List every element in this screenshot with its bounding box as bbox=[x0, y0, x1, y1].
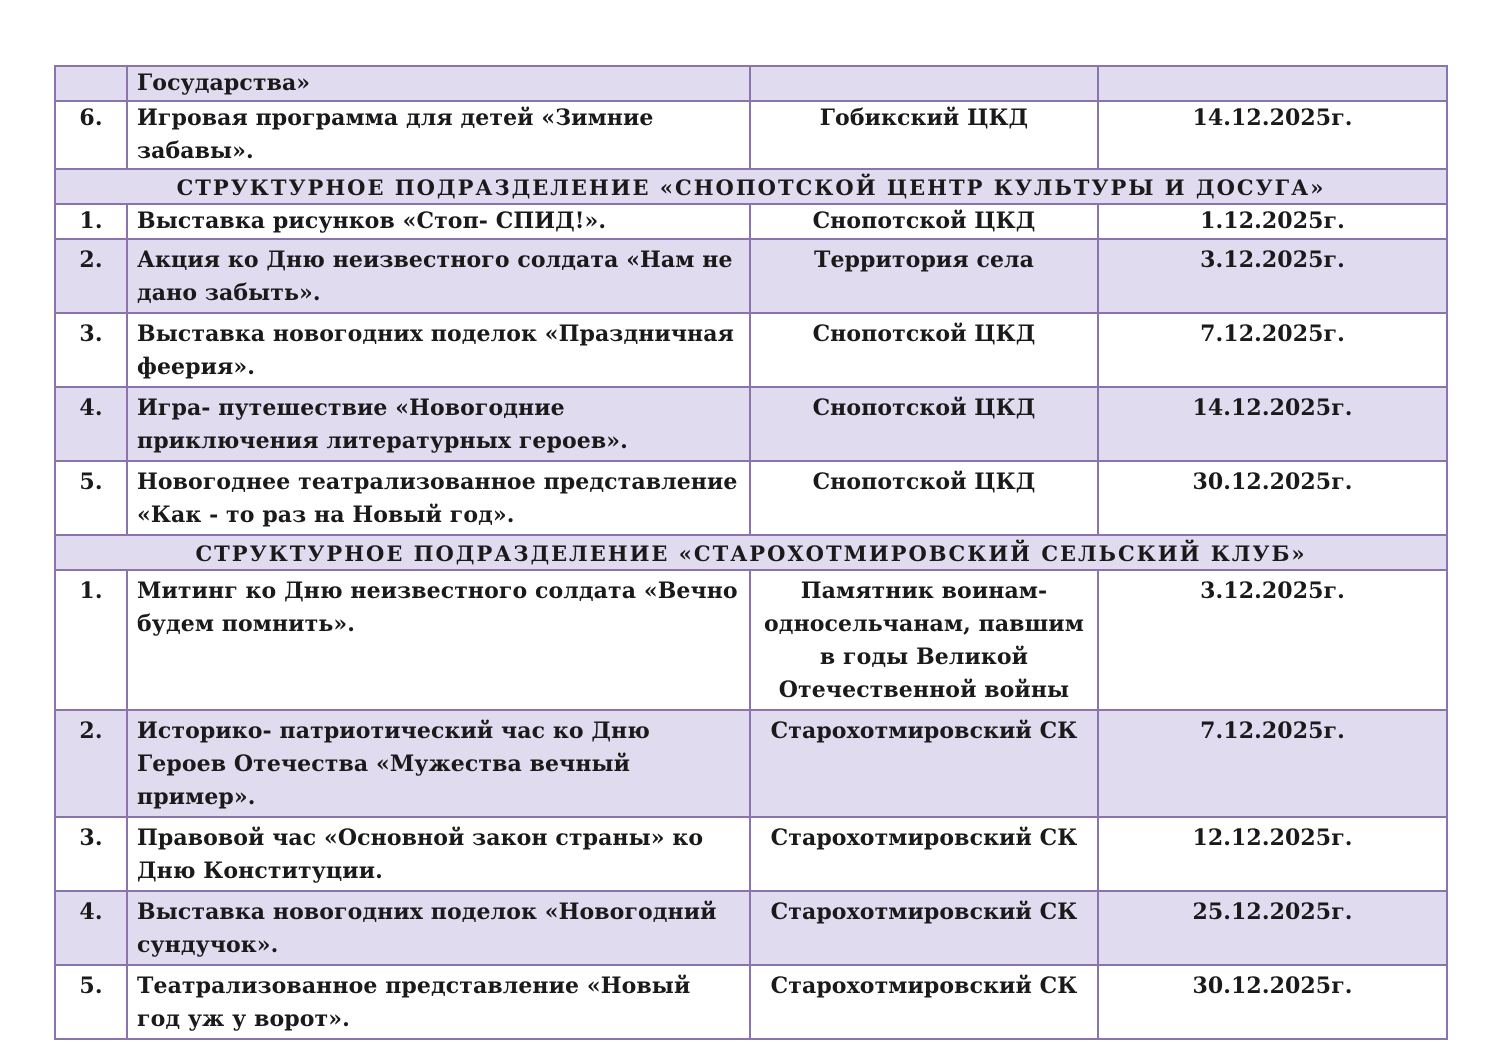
table-row bbox=[55, 891, 1447, 965]
event-date bbox=[1098, 66, 1447, 101]
event-name: Акция ко Дню неизвестного солдата «Нам не дано забыть». bbox=[127, 239, 750, 313]
document-page bbox=[54, 65, 1446, 1040]
event-name: Игровая программа для детей «Зимние забавы». bbox=[127, 101, 750, 169]
event-date: 30.12.2025г. bbox=[1098, 965, 1447, 1039]
row-number: 1. bbox=[55, 204, 127, 239]
event-name: Митинг ко Дню неизвестного солдата «Вечно будем помнить». bbox=[127, 570, 750, 710]
events-table bbox=[54, 65, 1448, 1040]
event-place: Территория села bbox=[750, 239, 1098, 313]
table-row bbox=[55, 101, 1447, 169]
row-number: 2. bbox=[55, 239, 127, 313]
event-place: Гобикский ЦКД bbox=[750, 101, 1098, 169]
event-name: Выставка рисунков «Стоп- СПИД!». bbox=[127, 204, 750, 239]
event-date: 30.12.2025г. bbox=[1098, 461, 1447, 535]
event-name: Выставка новогодних поделок «Праздничная феерия». bbox=[127, 313, 750, 387]
table-row bbox=[55, 387, 1447, 461]
event-place: Снопотской ЦКД bbox=[750, 461, 1098, 535]
table-row bbox=[55, 817, 1447, 891]
event-place: Старохотмировский СК bbox=[750, 965, 1098, 1039]
event-name: Правовой час «Основной закон страны» ко Дню Конституции. bbox=[127, 817, 750, 891]
event-date: 12.12.2025г. bbox=[1098, 817, 1447, 891]
event-date: 14.12.2025г. bbox=[1098, 387, 1447, 461]
table-row bbox=[55, 965, 1447, 1039]
table-row bbox=[55, 313, 1447, 387]
event-date: 14.12.2025г. bbox=[1098, 101, 1447, 169]
row-number: 3. bbox=[55, 817, 127, 891]
row-number: 5. bbox=[55, 965, 127, 1039]
event-date: 1.12.2025г. bbox=[1098, 204, 1447, 239]
event-place: Снопотской ЦКД bbox=[750, 313, 1098, 387]
event-place: Старохотмировский СК bbox=[750, 710, 1098, 817]
table-row bbox=[55, 66, 1447, 101]
event-place: Снопотской ЦКД bbox=[750, 387, 1098, 461]
event-place: Памятник воинам-односельчанам, павшим в годы Великой Отечественной войны bbox=[750, 570, 1098, 710]
event-place bbox=[750, 66, 1098, 101]
event-place: Старохотмировский СК bbox=[750, 891, 1098, 965]
event-date: 7.12.2025г. bbox=[1098, 313, 1447, 387]
event-date: 3.12.2025г. bbox=[1098, 570, 1447, 710]
row-number: 4. bbox=[55, 891, 127, 965]
event-date: 3.12.2025г. bbox=[1098, 239, 1447, 313]
row-number: 1. bbox=[55, 570, 127, 710]
row-number: 6. bbox=[55, 101, 127, 169]
event-place: Старохотмировский СК bbox=[750, 817, 1098, 891]
section-header-row bbox=[55, 169, 1447, 204]
event-name: Государства» bbox=[127, 66, 750, 101]
table-row bbox=[55, 461, 1447, 535]
event-name: Игра- путешествие «Новогодние приключения литературных героев». bbox=[127, 387, 750, 461]
event-place: Снопотской ЦКД bbox=[750, 204, 1098, 239]
event-name: Новогоднее театрализованное представление «Как - то раз на Новый год». bbox=[127, 461, 750, 535]
section-header-row bbox=[55, 535, 1447, 570]
row-number: 3. bbox=[55, 313, 127, 387]
row-number: 2. bbox=[55, 710, 127, 817]
event-name: Театрализованное представление «Новый год уж у ворот». bbox=[127, 965, 750, 1039]
table-row bbox=[55, 204, 1447, 239]
table-row bbox=[55, 710, 1447, 817]
event-date: 25.12.2025г. bbox=[1098, 891, 1447, 965]
event-date: 7.12.2025г. bbox=[1098, 710, 1447, 817]
event-name: Историко- патриотический час ко Дню Героев Отечества «Мужества вечный пример». bbox=[127, 710, 750, 817]
table-row bbox=[55, 570, 1447, 710]
section-title: СТРУКТУРНОЕ ПОДРАЗДЕЛЕНИЕ «СТАРОХОТМИРОВСКИЙ СЕЛЬСКИЙ КЛУБ» bbox=[55, 535, 1447, 570]
table-row bbox=[55, 239, 1447, 313]
event-name: Выставка новогодних поделок «Новогодний сундучок». bbox=[127, 891, 750, 965]
section-title: СТРУКТУРНОЕ ПОДРАЗДЕЛЕНИЕ «СНОПОТСКОЙ ЦЕНТР КУЛЬТУРЫ И ДОСУГА» bbox=[55, 169, 1447, 204]
row-number bbox=[55, 66, 127, 101]
row-number: 4. bbox=[55, 387, 127, 461]
row-number: 5. bbox=[55, 461, 127, 535]
